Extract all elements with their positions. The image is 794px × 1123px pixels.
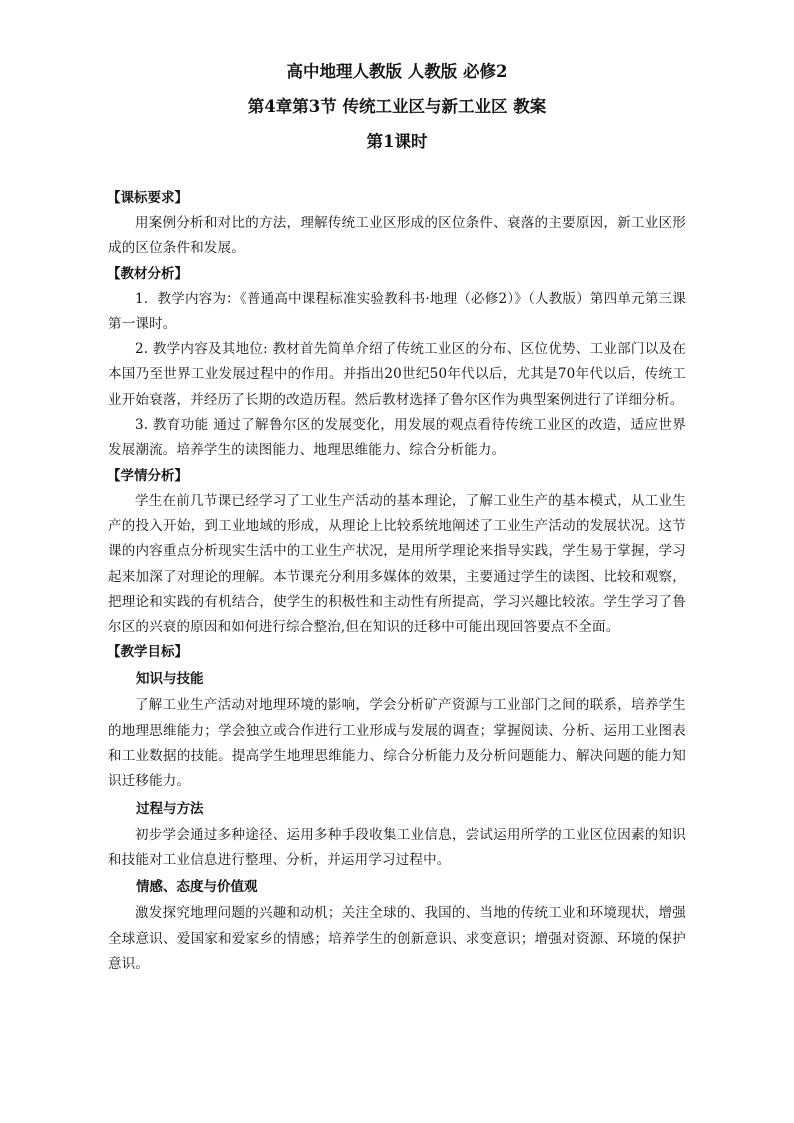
textbook-paragraph-1: 1．教学内容为：《普通高中课程标准实验教科书·地理（必修2）》（人教版）第四单元第三课第一课时。 (108, 290, 686, 332)
document-page (108, 60, 686, 977)
curriculum-paragraph: 用案例分析和对比的方法，理解传统工业区形成的区位条件、衰落的主要原因，新工业区形成的区位条件和发展。 (108, 215, 686, 257)
subheading-process: 过程与方法 (136, 800, 204, 817)
section-heading-objectives: 【教学目标】 (107, 644, 188, 661)
textbook-paragraph-2: 2. 教学内容及其地位: 教材首先简单介绍了传统工业区的分布、区位优势、工业部门以及在本国乃至世界工业发展过程中的作用。并指出20世纪50年代以后，尤其是70年代以后，传统工业开始衰落，并经历了长期的改造历程。然后教材选择了鲁尔区作为典型案例进行了详细分析。 (108, 341, 686, 408)
chapter-title: 第4章第3节 传统工业区与新工业区 教案 (247, 97, 547, 116)
subheading-knowledge: 知识与技能 (136, 671, 204, 688)
students-paragraph: 学生在前几节课已经学习了工业生产活动的基本理论，了解工业生产的基本模式，从工业生产的投入开始，到工业地域的形成，从理论上比较系统地阐述了工业生产活动的发展状况。这节课的内容重点分析现实生活中的工业生产状况，是用所学理论来指导实践，学生易于掌握，学习起来加深了对理论的理解。本节课充分利用多媒体的效果，主要通过学生的读图、比较和观察，把理论和实践的有机结合，使学生的积极性和主动性有所提高，学习兴趣比较浓。学生学习了鲁尔区的兴衰的原因和如何进行综合整治,但在知识的迁移中可能出现回答要点不全面。 (108, 492, 686, 636)
section-heading-students: 【学情分析】 (107, 467, 188, 484)
knowledge-paragraph: 了解工业生产活动对地理环境的影响，学会分析矿产资源与工业部门之间的联系，培养学生的地理思维能力；学会独立或合作进行工业形成与发展的调查；掌握阅读、分析、运用工业图表和工业数据的技能。提高学生地理思维能力、综合分析能力及分析问题能力、解决问题的能力知识迁移能力。 (108, 697, 686, 790)
process-paragraph: 初步学会通过多种途径、运用多种手段收集工业信息，尝试运用所学的工业区位因素的知识和技能对工业信息进行整理、分析，并运用学习过程中。 (108, 826, 686, 868)
lesson-title: 第1课时 (366, 132, 428, 151)
document-title: 高中地理人教版 人教版 必修2 (286, 62, 508, 81)
textbook-paragraph-3: 3. 教育功能 通过了解鲁尔区的发展变化，用发展的观点看待传统工业区的改造，适应世界发展潮流。培养学生的读图能力、地理思维能力、综合分析能力。 (108, 417, 686, 459)
section-heading-curriculum: 【课标要求】 (107, 190, 188, 206)
subheading-attitude: 情感、态度与价值观 (136, 879, 258, 896)
section-heading-textbook: 【教材分析】 (107, 265, 188, 282)
attitude-paragraph: 激发探究地理问题的兴趣和动机；关注全球的、我国的、当地的传统工业和环境现状，增强全球意识、爱国家和爱家乡的情感；培养学生的创新意识、求变意识；增强对资源、环境的保护意识。 (108, 905, 686, 972)
